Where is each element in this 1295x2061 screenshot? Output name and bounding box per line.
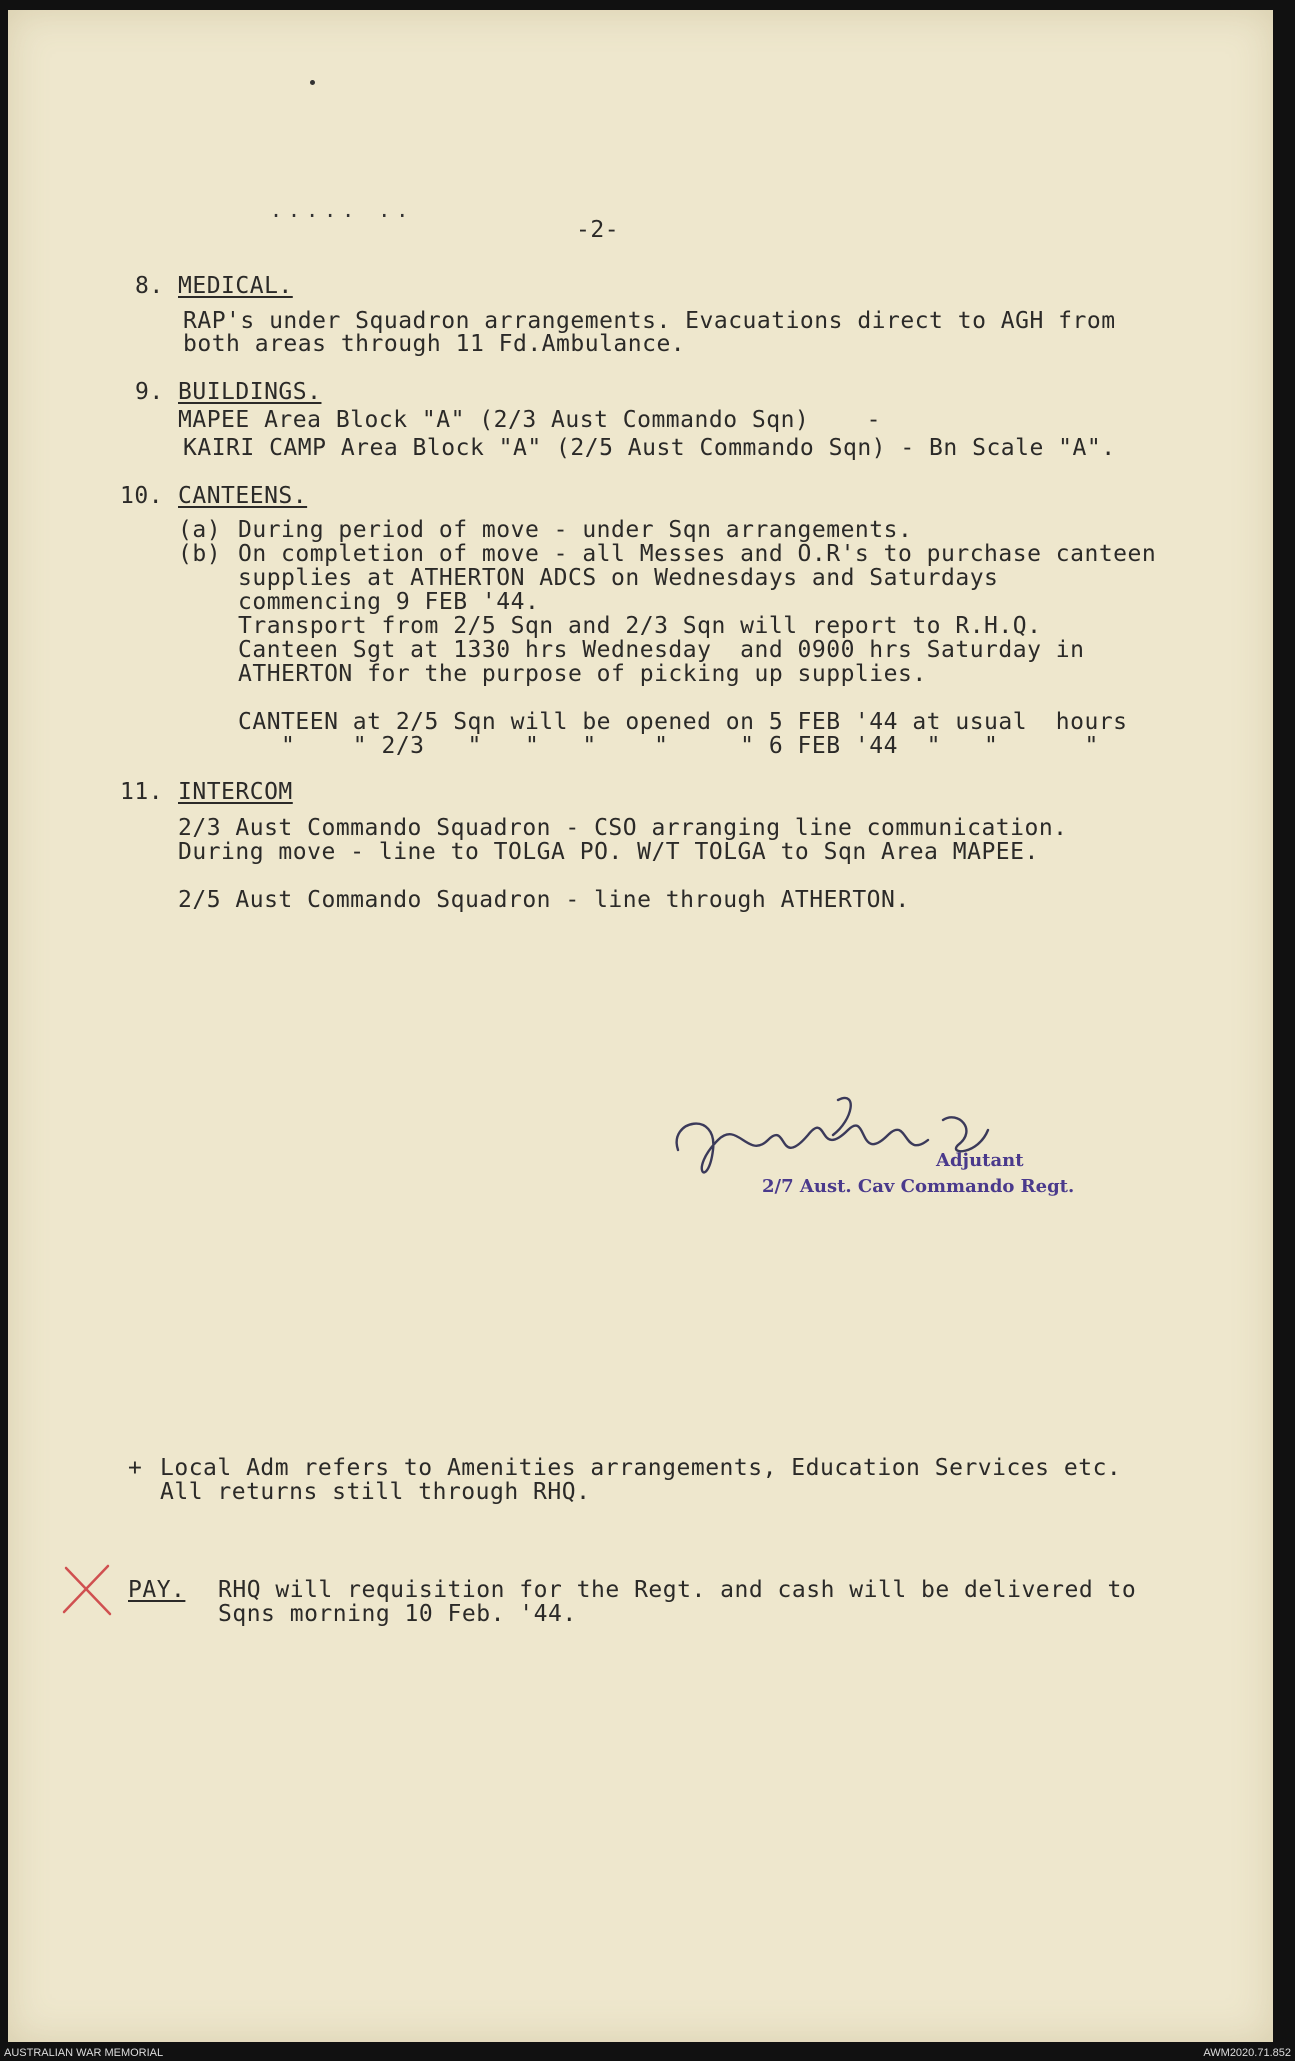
document-page xyxy=(8,10,1273,2042)
intercom-text-line-2: During move - line to TOLGA PO. W/T TOLGA to Sqn Area MAPEE. xyxy=(178,839,1039,865)
pay-line-1: RHQ will requisition for the Regt. and cash will be delivered to xyxy=(218,1577,1137,1603)
pay-line-2: Sqns morning 10 Feb. '44. xyxy=(218,1601,577,1627)
pay-heading: PAY. xyxy=(128,1577,186,1603)
section-number-10: 10. xyxy=(120,483,164,509)
medical-text-line-2: both areas through 11 Fd.Ambulance. xyxy=(183,331,686,357)
canteens-b-line-6: ATHERTON for the purpose of picking up supplies. xyxy=(238,661,927,687)
canteens-opening-line-1: CANTEEN at 2/5 Sqn will be opened on 5 FEB '44 at usual hours xyxy=(238,709,1128,735)
red-cross-mark xyxy=(58,1560,118,1620)
intercom-text-line-1: 2/3 Aust Commando Squadron - CSO arranging line communication. xyxy=(178,815,1068,841)
ink-speck xyxy=(310,80,315,85)
section-number-11: 11. xyxy=(120,779,164,805)
section-number-8: 8. xyxy=(135,273,164,299)
local-adm-line-1: Local Adm refers to Amenities arrangements, Education Services etc. xyxy=(160,1455,1122,1481)
section-heading-buildings: BUILDINGS. xyxy=(178,379,322,405)
buildings-text-line-1: MAPEE Area Block "A" (2/3 Aust Commando Sqn) - xyxy=(178,407,882,433)
section-number-9: 9. xyxy=(135,379,164,405)
page-number: -2- xyxy=(576,217,620,243)
canteens-b-label: (b) xyxy=(178,541,222,567)
stamp-unit: 2/7 Aust. Cav Commando Regt. xyxy=(762,1176,1075,1197)
canteens-a-text: During period of move - under Sqn arrangements. xyxy=(238,517,913,543)
local-adm-line-2: All returns still through RHQ. xyxy=(160,1479,591,1505)
canteens-opening-line-2: " " 2/3 " " " " " 6 FEB '44 " " " xyxy=(238,733,1099,759)
footer-source: AUSTRALIAN WAR MEMORIAL xyxy=(4,2047,164,2059)
local-adm-marker: + xyxy=(128,1455,143,1481)
dotted-mark: ..... .. xyxy=(270,198,415,222)
canteens-a-label: (a) xyxy=(178,517,222,543)
medical-text-line-1: RAP's under Squadron arrangements. Evacuations direct to AGH from xyxy=(183,308,1116,334)
canteens-b-line-5: Canteen Sgt at 1330 hrs Wednesday and 0900 hrs Saturday in xyxy=(238,637,1085,663)
section-heading-medical: MEDICAL. xyxy=(178,273,293,299)
intercom-text-line-3: 2/5 Aust Commando Squadron - line through ATHERTON. xyxy=(178,887,910,913)
canteens-b-line-1: On completion of move - all Messes and O.R's to purchase canteen xyxy=(238,541,1157,567)
section-heading-canteens: CANTEENS. xyxy=(178,483,308,509)
section-heading-intercom: INTERCOM xyxy=(178,779,293,805)
canteens-b-line-2: supplies at ATHERTON ADCS on Wednesdays and Saturdays xyxy=(238,565,999,591)
stamp-title: Adjutant xyxy=(936,1150,1024,1171)
canteens-b-line-3: commencing 9 FEB '44. xyxy=(238,589,540,615)
buildings-text-line-2: KAIRI CAMP Area Block "A" (2/5 Aust Commando Sqn) - Bn Scale "A". xyxy=(183,435,1116,461)
footer-accession: AWM2020.71.852 xyxy=(1203,2047,1291,2059)
canteens-b-line-4: Transport from 2/5 Sqn and 2/3 Sqn will report to R.H.Q. xyxy=(238,613,1042,639)
